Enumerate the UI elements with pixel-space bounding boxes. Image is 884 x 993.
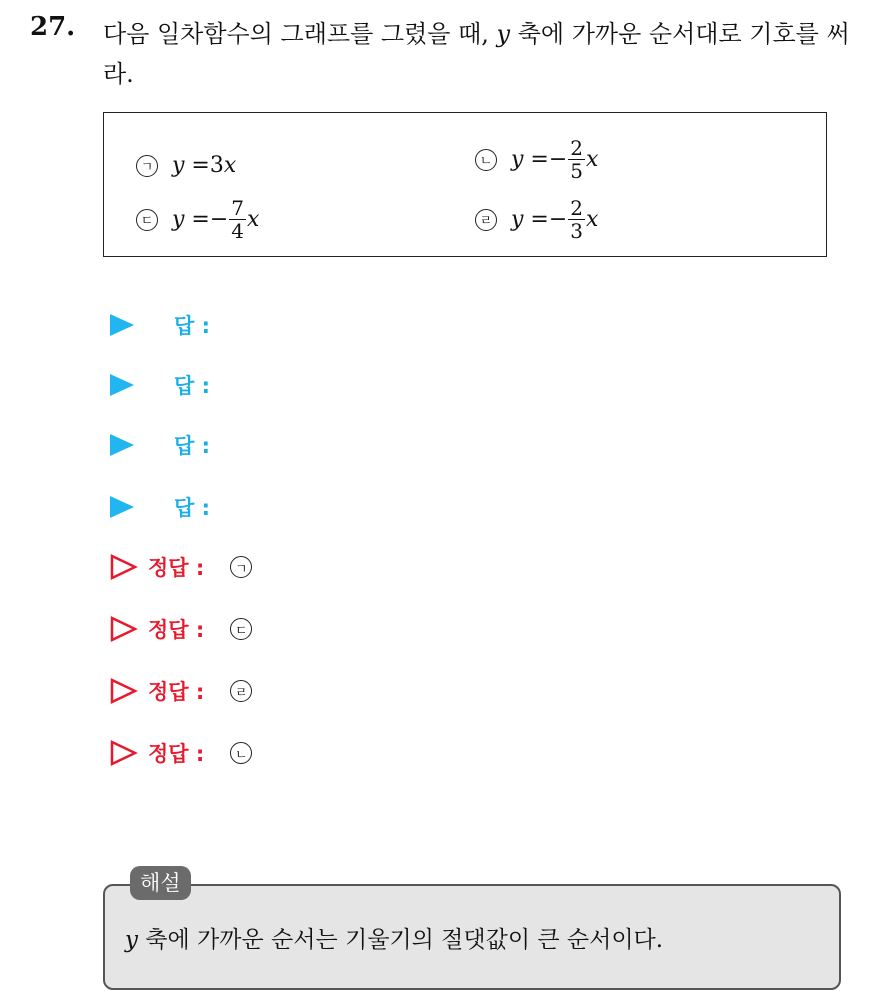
option-c-fraction — [229, 197, 246, 242]
option-d — [475, 197, 598, 242]
option-c-lhs: y = — [172, 207, 210, 232]
correct-row — [110, 676, 266, 706]
correct-answer-2: ㄷ — [230, 618, 252, 640]
correct-row — [110, 738, 266, 768]
option-c-var: x — [247, 207, 260, 232]
option-a-coef: 3 — [209, 153, 224, 178]
explanation-body: 축에 가까운 순서는 기울기의 절댓값이 큰 순서이다. — [138, 927, 664, 953]
explanation-tag: 해설 — [130, 866, 191, 900]
answer-row — [110, 492, 210, 522]
option-c-denominator: 4 — [231, 219, 245, 243]
question-number: 27. — [30, 12, 76, 42]
correct-answer-4: ㄴ — [230, 742, 252, 764]
answer-row — [110, 430, 210, 460]
outline-triangle-icon — [110, 554, 138, 580]
option-a-lhs: y = — [172, 153, 210, 178]
answer-label: 답 : — [174, 496, 210, 520]
option-c-sign: − — [209, 207, 229, 232]
option-b — [475, 137, 598, 182]
correct-answer-1: ㄱ — [230, 556, 252, 578]
option-a — [136, 153, 236, 178]
explanation-var: y — [125, 927, 138, 953]
play-arrow-icon — [110, 314, 134, 336]
option-d-fraction — [568, 197, 585, 242]
correct-label: 정답 : — [148, 680, 205, 704]
play-arrow-icon — [110, 434, 134, 456]
option-b-fraction — [568, 137, 585, 182]
option-a-symbol: ㄱ — [136, 155, 158, 177]
option-b-lhs: y = — [511, 147, 549, 172]
outline-triangle-icon — [110, 678, 138, 704]
option-d-lhs: y = — [511, 207, 549, 232]
answer-label: 답 : — [174, 374, 210, 398]
question-text — [103, 14, 873, 94]
option-b-denominator: 5 — [570, 159, 584, 183]
question-text-part2: 축에 가까운 순서대로 기호를 써라. — [103, 20, 850, 88]
correct-row — [110, 614, 266, 644]
play-arrow-icon — [110, 374, 134, 396]
option-d-var: x — [586, 207, 599, 232]
answer-label: 답 : — [174, 314, 210, 338]
option-a-var: x — [223, 153, 237, 178]
option-c-symbol: ㄷ — [136, 209, 158, 231]
option-c — [136, 197, 259, 242]
option-b-numerator: 2 — [570, 136, 584, 160]
explanation-text — [125, 921, 663, 954]
correct-answer-3: ㄹ — [230, 680, 252, 702]
option-d-numerator: 2 — [570, 196, 584, 220]
option-b-symbol: ㄴ — [475, 149, 497, 171]
outline-triangle-icon — [110, 740, 138, 766]
correct-row — [110, 552, 266, 582]
option-d-sign: − — [548, 207, 568, 232]
correct-label: 정답 : — [148, 742, 205, 766]
correct-label: 정답 : — [148, 618, 205, 642]
question-text-part1: 다음 일차함수의 그래프를 그렸을 때, — [103, 20, 497, 48]
answer-row — [110, 310, 210, 340]
play-arrow-icon — [110, 496, 134, 518]
option-c-numerator: 7 — [231, 196, 245, 220]
options-box — [103, 112, 827, 257]
option-b-var: x — [586, 147, 599, 172]
option-d-symbol: ㄹ — [475, 209, 497, 231]
correct-label: 정답 : — [148, 556, 205, 580]
answer-label: 답 : — [174, 434, 210, 458]
option-b-sign: − — [548, 147, 568, 172]
option-d-denominator: 3 — [570, 219, 584, 243]
outline-triangle-icon — [110, 616, 138, 642]
answer-row — [110, 370, 210, 400]
question-var: y — [496, 20, 511, 48]
